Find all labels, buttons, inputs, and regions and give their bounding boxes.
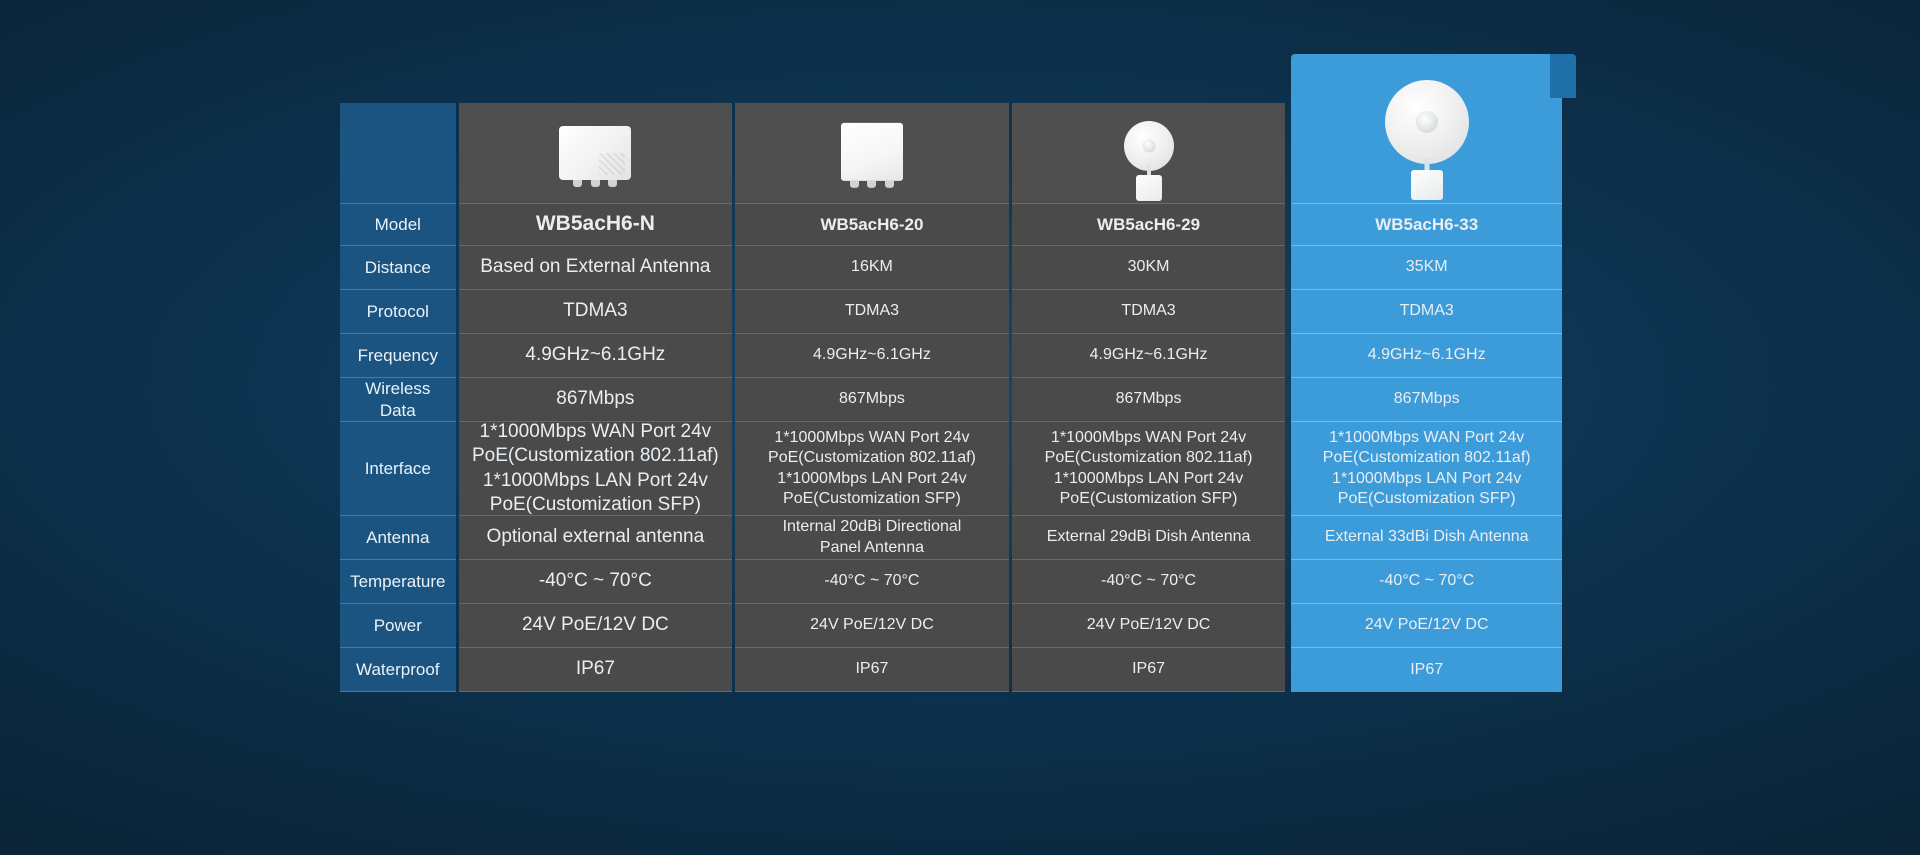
row-label-power: Power [340, 604, 456, 648]
cell-antenna-3: External 29dBi Dish Antenna [1012, 516, 1286, 560]
cell-distance-2: 16KM [735, 246, 1009, 290]
cell-protocol-2: TDMA3 [735, 290, 1009, 334]
cell-power-3: 24V PoE/12V DC [1012, 604, 1286, 648]
product-column-4-highlighted[interactable] [1291, 54, 1562, 692]
cell-antenna-2 [735, 516, 1009, 560]
cell-interface-3-line3: 1*1000Mbps LAN Port 24v [1053, 469, 1244, 487]
cell-interface-1-line1: 1*1000Mbps WAN Port 24v [479, 420, 712, 442]
row-label-antenna: Antenna [340, 516, 456, 560]
cell-interface-2-line2: PoE(Customization 802.11af) [768, 449, 976, 467]
cell-interface-1-line3: 1*1000Mbps LAN Port 24v [482, 469, 708, 491]
cell-model-3: WB5acH6-29 [1012, 204, 1286, 246]
cell-antenna-2-line2: Panel Antenna [819, 538, 924, 556]
cell-interface-2-line1: 1*1000Mbps WAN Port 24v [774, 428, 970, 446]
square-panel-antenna-icon [743, 107, 1001, 199]
cell-interface-3 [1012, 422, 1286, 516]
row-label-interface: Interface [340, 422, 456, 516]
cell-model-4: WB5acH6-33 [1291, 204, 1562, 246]
row-label-distance: Distance [340, 246, 456, 290]
cell-frequency-4: 4.9GHz~6.1GHz [1291, 334, 1562, 378]
cell-protocol-4: TDMA3 [1291, 290, 1562, 334]
cell-interface-1-line4: PoE(Customization SFP) [489, 493, 701, 515]
cell-temperature-2: -40°C ~ 70°C [735, 560, 1009, 604]
cell-protocol-3: TDMA3 [1012, 290, 1286, 334]
cell-interface-3-line1: 1*1000Mbps WAN Port 24v [1051, 428, 1247, 446]
dish-antenna-icon [1020, 107, 1278, 199]
cell-antenna-4: External 33dBi Dish Antenna [1291, 516, 1562, 560]
product-image-cell-1 [459, 103, 733, 204]
cell-antenna-2-line1: Internal 20dBi Directional [782, 518, 962, 536]
cell-wireless-3: 867Mbps [1012, 378, 1286, 422]
row-label-temperature: Temperature [340, 560, 456, 604]
cell-waterproof-1: IP67 [459, 648, 733, 692]
row-label-frequency: Frequency [340, 334, 456, 378]
cell-power-4: 24V PoE/12V DC [1291, 604, 1562, 648]
cell-interface-2-line4: PoE(Customization SFP) [783, 489, 961, 507]
cell-temperature-4: -40°C ~ 70°C [1291, 560, 1562, 604]
flat-panel-access-point-icon [467, 107, 725, 199]
cell-waterproof-2: IP67 [735, 648, 1009, 692]
cell-interface-2-line3: 1*1000Mbps LAN Port 24v [777, 469, 967, 487]
product-column-3[interactable] [1012, 103, 1286, 692]
cell-frequency-3: 4.9GHz~6.1GHz [1012, 334, 1286, 378]
product-image-cell-4 [1291, 54, 1562, 204]
cell-distance-4: 35KM [1291, 246, 1562, 290]
product-column-1[interactable] [459, 103, 733, 692]
cell-waterproof-3: IP67 [1012, 648, 1286, 692]
cell-wireless-2: 867Mbps [735, 378, 1009, 422]
row-label-column [340, 103, 456, 692]
product-column-2[interactable] [735, 103, 1009, 692]
cell-protocol-1: TDMA3 [459, 290, 733, 334]
cell-interface-2 [735, 422, 1009, 516]
cell-interface-1 [459, 422, 733, 516]
cell-interface-4 [1291, 422, 1562, 516]
row-label-waterproof: Waterproof [340, 648, 456, 692]
cell-interface-1-line2: PoE(Customization 802.11af) [471, 445, 719, 467]
cell-model-2: WB5acH6-20 [735, 204, 1009, 246]
cell-interface-4-line3: 1*1000Mbps LAN Port 24v [1331, 469, 1522, 487]
cell-frequency-2: 4.9GHz~6.1GHz [735, 334, 1009, 378]
cell-interface-4-line4: PoE(Customization SFP) [1337, 489, 1516, 507]
cell-frequency-1: 4.9GHz~6.1GHz [459, 334, 733, 378]
row-label-model: Model [340, 204, 456, 246]
cell-power-1: 24V PoE/12V DC [459, 604, 733, 648]
large-dish-antenna-icon [1299, 58, 1554, 199]
product-comparison-table [340, 103, 1562, 692]
cell-interface-4-line2: PoE(Customization 802.11af) [1322, 449, 1531, 467]
cell-wireless-4: 867Mbps [1291, 378, 1562, 422]
cell-temperature-3: -40°C ~ 70°C [1012, 560, 1286, 604]
cell-distance-3: 30KM [1012, 246, 1286, 290]
label-column-header [340, 103, 456, 204]
cell-interface-3-line2: PoE(Customization 802.11af) [1044, 449, 1253, 467]
cell-temperature-1: -40°C ~ 70°C [459, 560, 733, 604]
cell-distance-1: Based on External Antenna [459, 246, 733, 290]
cell-wireless-1: 867Mbps [459, 378, 733, 422]
product-image-cell-2 [735, 103, 1009, 204]
cell-antenna-1: Optional external antenna [459, 516, 733, 560]
cell-interface-3-line4: PoE(Customization SFP) [1059, 489, 1238, 507]
row-label-wireless-data: Wireless Data [340, 378, 456, 422]
cell-waterproof-4: IP67 [1410, 660, 1444, 678]
cell-power-2: 24V PoE/12V DC [735, 604, 1009, 648]
product-image-cell-3 [1012, 103, 1286, 204]
cell-model-1: WB5acH6-N [459, 204, 733, 246]
cell-interface-4-line1: 1*1000Mbps WAN Port 24v [1329, 428, 1525, 446]
row-label-protocol: Protocol [340, 290, 456, 334]
